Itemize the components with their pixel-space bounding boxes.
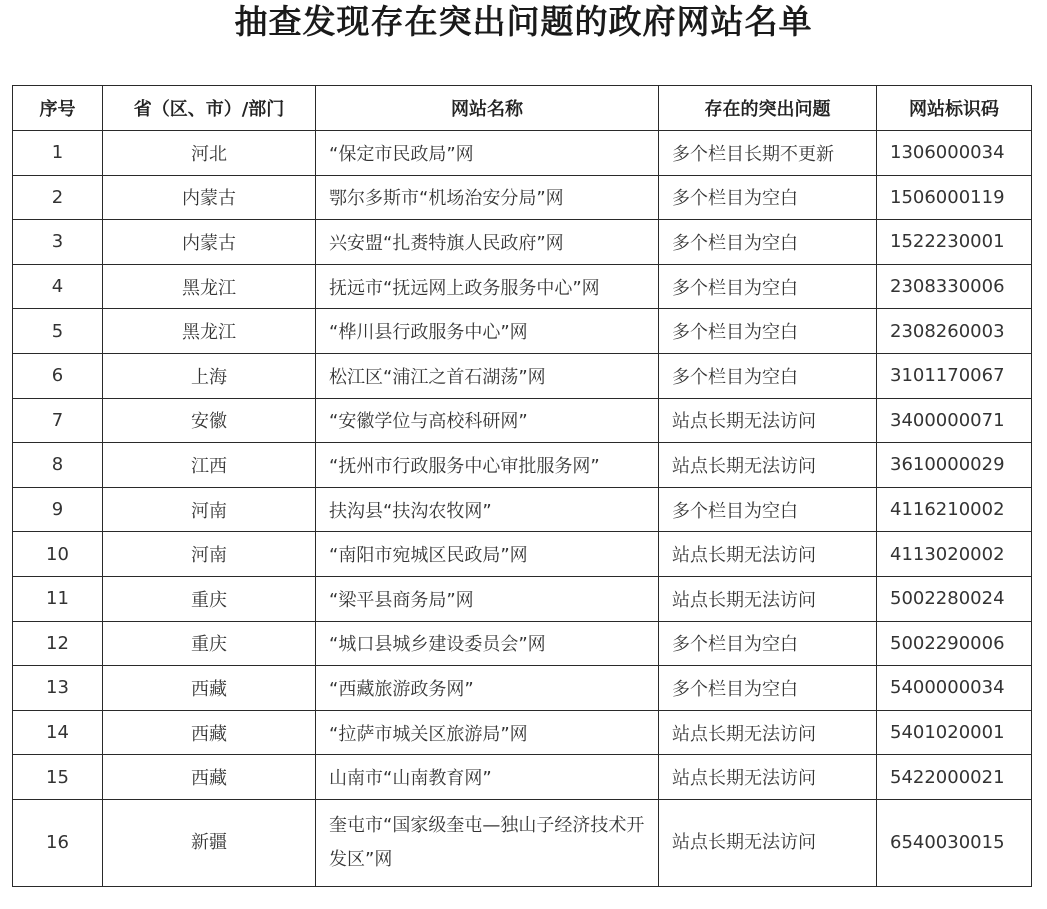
cell-issue: 站点长期无法访问: [659, 576, 877, 621]
table-row: [13, 666, 1032, 711]
cell-index: 9: [13, 487, 103, 532]
cell-site-name: “南阳市宛城区民政局”网: [316, 532, 659, 577]
cell-index: 6: [13, 353, 103, 398]
cell-issue: 站点长期无法访问: [659, 443, 877, 488]
table-row: [13, 532, 1032, 577]
cell-site-code: 1306000034: [877, 131, 1032, 176]
cell-region: 河南: [103, 487, 316, 532]
table-row: [13, 131, 1032, 176]
cell-region: 河南: [103, 532, 316, 577]
cell-region: 西藏: [103, 755, 316, 800]
cell-issue: 站点长期无法访问: [659, 398, 877, 443]
cell-issue: 多个栏目为空白: [659, 220, 877, 265]
cell-site-code: 5400000034: [877, 666, 1032, 711]
cell-region: 西藏: [103, 710, 316, 755]
table-row: [13, 175, 1032, 220]
table-body: [13, 131, 1032, 887]
cell-issue: 多个栏目为空白: [659, 175, 877, 220]
cell-issue: 多个栏目为空白: [659, 487, 877, 532]
cell-issue: 多个栏目为空白: [659, 666, 877, 711]
cell-site-code: 4113020002: [877, 532, 1032, 577]
cell-site-name: 抚远市“抚远网上政务服务中心”网: [316, 264, 659, 309]
header-index: 序号: [13, 86, 103, 131]
table-row: [13, 220, 1032, 265]
cell-site-name: 奎屯市“国家级奎屯—独山子经济技术开发区”网: [316, 799, 659, 886]
table-row: [13, 621, 1032, 666]
cell-region: 上海: [103, 353, 316, 398]
table-row: [13, 487, 1032, 532]
cell-region: 河北: [103, 131, 316, 176]
cell-site-code: 2308330006: [877, 264, 1032, 309]
cell-region: 新疆: [103, 799, 316, 886]
cell-site-name: 兴安盟“扎赉特旗人民政府”网: [316, 220, 659, 265]
cell-site-code: 5002290006: [877, 621, 1032, 666]
cell-site-code: 3400000071: [877, 398, 1032, 443]
cell-index: 8: [13, 443, 103, 488]
cell-index: 12: [13, 621, 103, 666]
website-list-table: [12, 85, 1032, 887]
cell-site-code: 1506000119: [877, 175, 1032, 220]
cell-site-name: “梁平县商务局”网: [316, 576, 659, 621]
cell-index: 10: [13, 532, 103, 577]
table-row: [13, 443, 1032, 488]
cell-index: 2: [13, 175, 103, 220]
cell-site-code: 5401020001: [877, 710, 1032, 755]
cell-index: 11: [13, 576, 103, 621]
cell-site-code: 2308260003: [877, 309, 1032, 354]
cell-site-name: “安徽学位与高校科研网”: [316, 398, 659, 443]
table-row: [13, 264, 1032, 309]
table-row: [13, 398, 1032, 443]
cell-site-code: 4116210002: [877, 487, 1032, 532]
cell-region: 内蒙古: [103, 220, 316, 265]
cell-site-code: 3610000029: [877, 443, 1032, 488]
cell-issue: 多个栏目为空白: [659, 309, 877, 354]
cell-region: 内蒙古: [103, 175, 316, 220]
cell-site-name: “保定市民政局”网: [316, 131, 659, 176]
cell-index: 1: [13, 131, 103, 176]
cell-index: 5: [13, 309, 103, 354]
cell-index: 15: [13, 755, 103, 800]
cell-site-name: “城口县城乡建设委员会”网: [316, 621, 659, 666]
cell-site-name: 鄂尔多斯市“机场治安分局”网: [316, 175, 659, 220]
cell-region: 江西: [103, 443, 316, 488]
cell-site-code: 5002280024: [877, 576, 1032, 621]
cell-site-code: 3101170067: [877, 353, 1032, 398]
cell-site-name: “西藏旅游政务网”: [316, 666, 659, 711]
cell-issue: 多个栏目为空白: [659, 264, 877, 309]
page-title: 抽查发现存在突出问题的政府网站名单: [234, 2, 813, 41]
cell-index: 4: [13, 264, 103, 309]
table-row: [13, 309, 1032, 354]
cell-site-name: 扶沟县“扶沟农牧网”: [316, 487, 659, 532]
cell-site-code: 1522230001: [877, 220, 1032, 265]
cell-issue: 多个栏目为空白: [659, 621, 877, 666]
table-row: [13, 353, 1032, 398]
header-site-name: 网站名称: [316, 86, 659, 131]
cell-issue: 多个栏目为空白: [659, 353, 877, 398]
header-issue: 存在的突出问题: [659, 86, 877, 131]
cell-site-name: “拉萨市城关区旅游局”网: [316, 710, 659, 755]
cell-site-name: “抚州市行政服务中心审批服务网”: [316, 443, 659, 488]
cell-site-code: 5422000021: [877, 755, 1032, 800]
cell-index: 16: [13, 799, 103, 886]
cell-issue: 站点长期无法访问: [659, 799, 877, 886]
cell-region: 重庆: [103, 576, 316, 621]
cell-issue: 站点长期无法访问: [659, 755, 877, 800]
cell-region: 重庆: [103, 621, 316, 666]
table-row: [13, 755, 1032, 800]
cell-issue: 多个栏目长期不更新: [659, 131, 877, 176]
cell-index: 7: [13, 398, 103, 443]
cell-site-code: 6540030015: [877, 799, 1032, 886]
cell-site-name: 松江区“浦江之首石湖荡”网: [316, 353, 659, 398]
cell-region: 黑龙江: [103, 264, 316, 309]
table-row: [13, 576, 1032, 621]
cell-issue: 站点长期无法访问: [659, 710, 877, 755]
cell-region: 西藏: [103, 666, 316, 711]
cell-index: 13: [13, 666, 103, 711]
cell-region: 安徽: [103, 398, 316, 443]
cell-site-name: “桦川县行政服务中心”网: [316, 309, 659, 354]
header-region: 省（区、市）/部门: [103, 86, 316, 131]
table-row: [13, 710, 1032, 755]
table-row: [13, 799, 1032, 886]
header-site-code: 网站标识码: [877, 86, 1032, 131]
table-header-row: [13, 86, 1032, 131]
cell-region: 黑龙江: [103, 309, 316, 354]
cell-issue: 站点长期无法访问: [659, 532, 877, 577]
cell-index: 14: [13, 710, 103, 755]
cell-index: 3: [13, 220, 103, 265]
cell-site-name: 山南市“山南教育网”: [316, 755, 659, 800]
